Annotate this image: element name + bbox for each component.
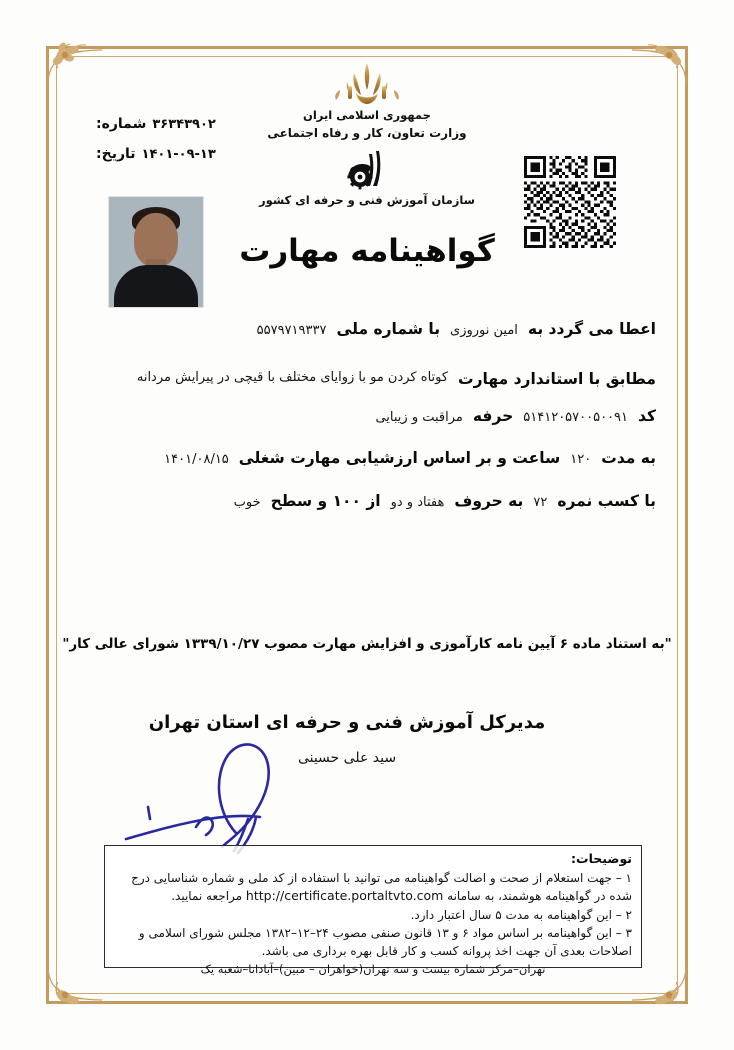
certificate-number-row [96,116,276,132]
certificate-number-value: ۳۶۳۴۳۹۰۲ [152,117,216,132]
legal-citation: "به استناد ماده ۶ آیین نامه کارآموزی و افزایش مهارت مصوب ۱۳۳۹/۱۰/۲۷ شورای عالی کار" [62,636,672,652]
certificate-date-label: تاریخ: [96,146,136,162]
tvto-logo-icon [343,148,391,190]
code-profession-row [96,403,656,430]
note-item-2: ۲ – این گواهینامه به مدت ۵ سال اعتبار دارد. [410,907,632,922]
evaluation-date-value: ۱۴۰۱/۰۸/۱۵ [164,452,229,468]
standard-row [96,366,656,393]
score-words-value: هفتاد و دو [390,494,445,510]
certificate-date-value: ۱۴۰۱-۰۹-۱۳ [141,147,216,162]
page-title: گواهینامه مهارت [239,233,495,269]
out-of-label: از ۱۰۰ و سطح [270,491,381,510]
note-1-text: ۱ – جهت استعلام از صحت و اصالت گواهینامه می توانید با استفاده از کد ملی و شماره شناسایی درج شده در گواهینامه هوشمند، به سامانه [131,871,632,903]
emblem-container [0,60,734,112]
note-item-1 [114,869,632,906]
national-id-value: ۵۵۷۹۷۱۹۳۳۷ [256,323,327,338]
signatory-name: سید علی حسینی [297,750,397,766]
footer-address: تهران–مرکز شماره بیست و سه تهران(خواهران – مبین)–آبادانا–شعبه یک [200,962,546,976]
verification-url-link[interactable]: http://certificate.portaltvto.com [245,888,444,903]
certificate-fields [96,316,656,530]
score-words-label: به حروف [454,491,524,510]
duration-label: به مدت [601,449,656,468]
profession-value: مراقبت و زیبایی [375,410,463,426]
duration-row [96,445,656,472]
granted-to-label: اعطا می گردد به [527,320,656,338]
photo-shirt [114,265,198,307]
profession-label: حرفه [472,407,514,426]
note-1-suffix: مراجعه نمایید. [171,889,243,903]
signatory-title: مدیرکل آموزش فنی و حرفه ای استان تهران [148,712,546,733]
code-value: ۵۱۴۱۲۰۵۷۰۰۵۰۰۹۱ [523,410,629,426]
national-id-label: با شماره ملی [336,320,441,338]
org-line-organization: سازمان آموزش فنی و حرفه ای کشور [259,193,475,207]
notes-title: توضیحات: [571,851,632,866]
score-value: ۷۲ [533,494,548,510]
code-label: کد [638,407,656,426]
note-item-3: ۳ – این گواهینامه بر اساس مواد ۶ و ۱۳ قانون صنفی مصوب ۲۴–۱۲–۱۳۸۲ مجلس شورای اسلامی و اصلاحات بعدی آن جهت اخذ پروانه کسب و کار قابل بهره برداری می باشد. [138,925,632,958]
holder-name-value: امین نوروزی [450,323,518,338]
notes-box [104,845,642,968]
duration-value: ۱۲۰ [570,452,592,468]
score-label: با کسب نمره [557,491,656,510]
certificate-number-label: شماره: [96,116,147,132]
certificate-date-row [96,146,276,162]
org-line-ministry: وزارت تعاون، کار و رفاه اجتماعی [267,126,467,140]
score-row [96,488,656,515]
certificate-meta [96,116,276,176]
granted-to-row [96,316,656,343]
standard-value: کوتاه کردن مو با زوایای مختلف با قیچی در پیرایش مردانه [136,370,449,386]
standard-label: مطابق با استاندارد مهارت [458,370,656,389]
level-value: خوب [233,494,261,510]
iran-emblem-icon [330,60,404,112]
evaluation-label: ساعت و بر اساس ارزشیابی مهارت شغلی [238,449,561,468]
org-line-country: جمهوری اسلامی ایران [303,108,431,122]
